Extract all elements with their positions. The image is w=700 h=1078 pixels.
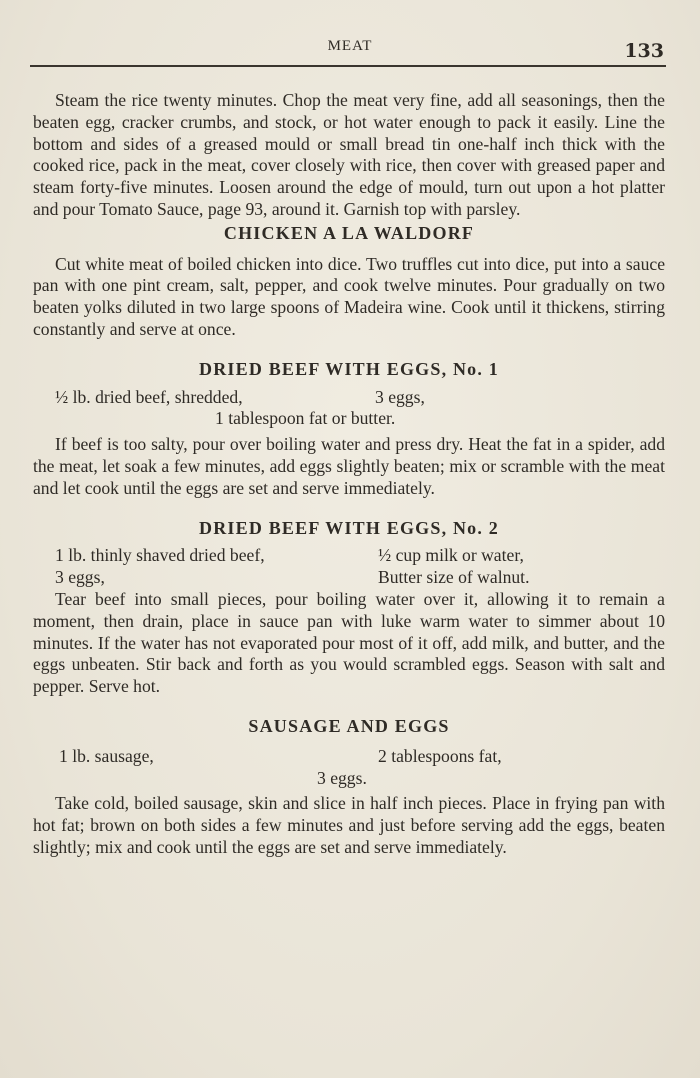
ingredient: 3 eggs. bbox=[317, 767, 367, 788]
recipe-body-chicken-waldorf: Cut white meat of boiled chicken into dice. Two truffles cut into dice, put into a sauce pan with one pint cream, salt, pepper, and cook twelve minutes. Pour gradually on two beaten yolks diluted in two large spoons of Madeira wine. Cook until it thickens, stirring constantly and serve at once. bbox=[33, 253, 665, 339]
ingredient: Butter size of walnut. bbox=[378, 567, 530, 588]
recipe-title-chicken-waldorf: CHICKEN A LA WALDORF bbox=[223, 222, 475, 243]
ingredient-row bbox=[33, 746, 665, 768]
recipe-body-sausage-eggs: Take cold, boiled sausage, skin and slice in half inch pieces. Place in frying pan with hot fat; brown on both sides a few minutes and just before serving add the eggs, beaten slightly; mix and cook until the eggs are set and serve immediately. bbox=[33, 793, 665, 857]
ingredient: 1 tablespoon fat or butter. bbox=[215, 408, 396, 429]
ingredient: ½ lb. dried beef, shredded, bbox=[55, 386, 243, 407]
recipe-title-dried-beef-1: DRIED BEEF WITH EGGS, No. 1 bbox=[199, 358, 499, 379]
ingredient-row bbox=[33, 387, 665, 409]
running-head bbox=[30, 38, 670, 64]
recipe-title-sausage-eggs: SAUSAGE AND EGGS bbox=[248, 715, 450, 736]
ingredient-row bbox=[33, 567, 665, 589]
recipe-body-dried-beef-2: Tear beef into small pieces, pour boiling water over it, allowing it to remain a moment, then drain, place in sauce pan with luke warm water to simmer about 10 minutes. If the water has not evaporated pour most of it off, add milk, and butter, and the eggs unbeaten. Stir back and forth as you would scrambled eggs. Season with salt and pepper. Serve hot. bbox=[33, 588, 665, 697]
running-title: MEAT bbox=[327, 38, 373, 54]
page-content bbox=[33, 90, 665, 859]
ingredient: ½ cup milk or water, bbox=[378, 545, 524, 566]
ingredient-row bbox=[33, 545, 665, 567]
header-rule bbox=[30, 65, 666, 67]
recipe-title-dried-beef-2: DRIED BEEF WITH EGGS, No. 2 bbox=[199, 517, 499, 538]
ingredient: 2 tablespoons fat, bbox=[378, 745, 502, 766]
page-number: 133 bbox=[624, 40, 664, 62]
ingredient-row bbox=[33, 768, 665, 790]
ingredient: 3 eggs, bbox=[55, 567, 105, 588]
intro-paragraph: Steam the rice twenty minutes. Chop the meat very fine, add all seasonings, then the beaten egg, cracker crumbs, and stock, or hot water enough to pack it easily. Line the bottom and sides of a greased mould or small bread tin one-half inch thick with the cooked rice, pack in the meat, cover closely with rice, then cover with greased paper and steam forty-five minutes. Loosen around the edge of mould, turn out upon a hot platter and pour Tomato Sauce, page 93, around it. Garnish top with parsley. bbox=[33, 90, 665, 219]
recipe-body-dried-beef-1: If beef is too salty, pour over boiling water and press dry. Heat the fat in a spider, add the meat, let soak a few minutes, add eggs slightly beaten; mix or scramble with the meat and let cook until the eggs are set and serve immediately. bbox=[33, 434, 665, 498]
ingredient: 3 eggs, bbox=[375, 386, 425, 407]
ingredient: 1 lb. thinly shaved dried beef, bbox=[55, 545, 265, 566]
ingredient: 1 lb. sausage, bbox=[59, 745, 154, 766]
ingredient-row bbox=[33, 408, 665, 430]
